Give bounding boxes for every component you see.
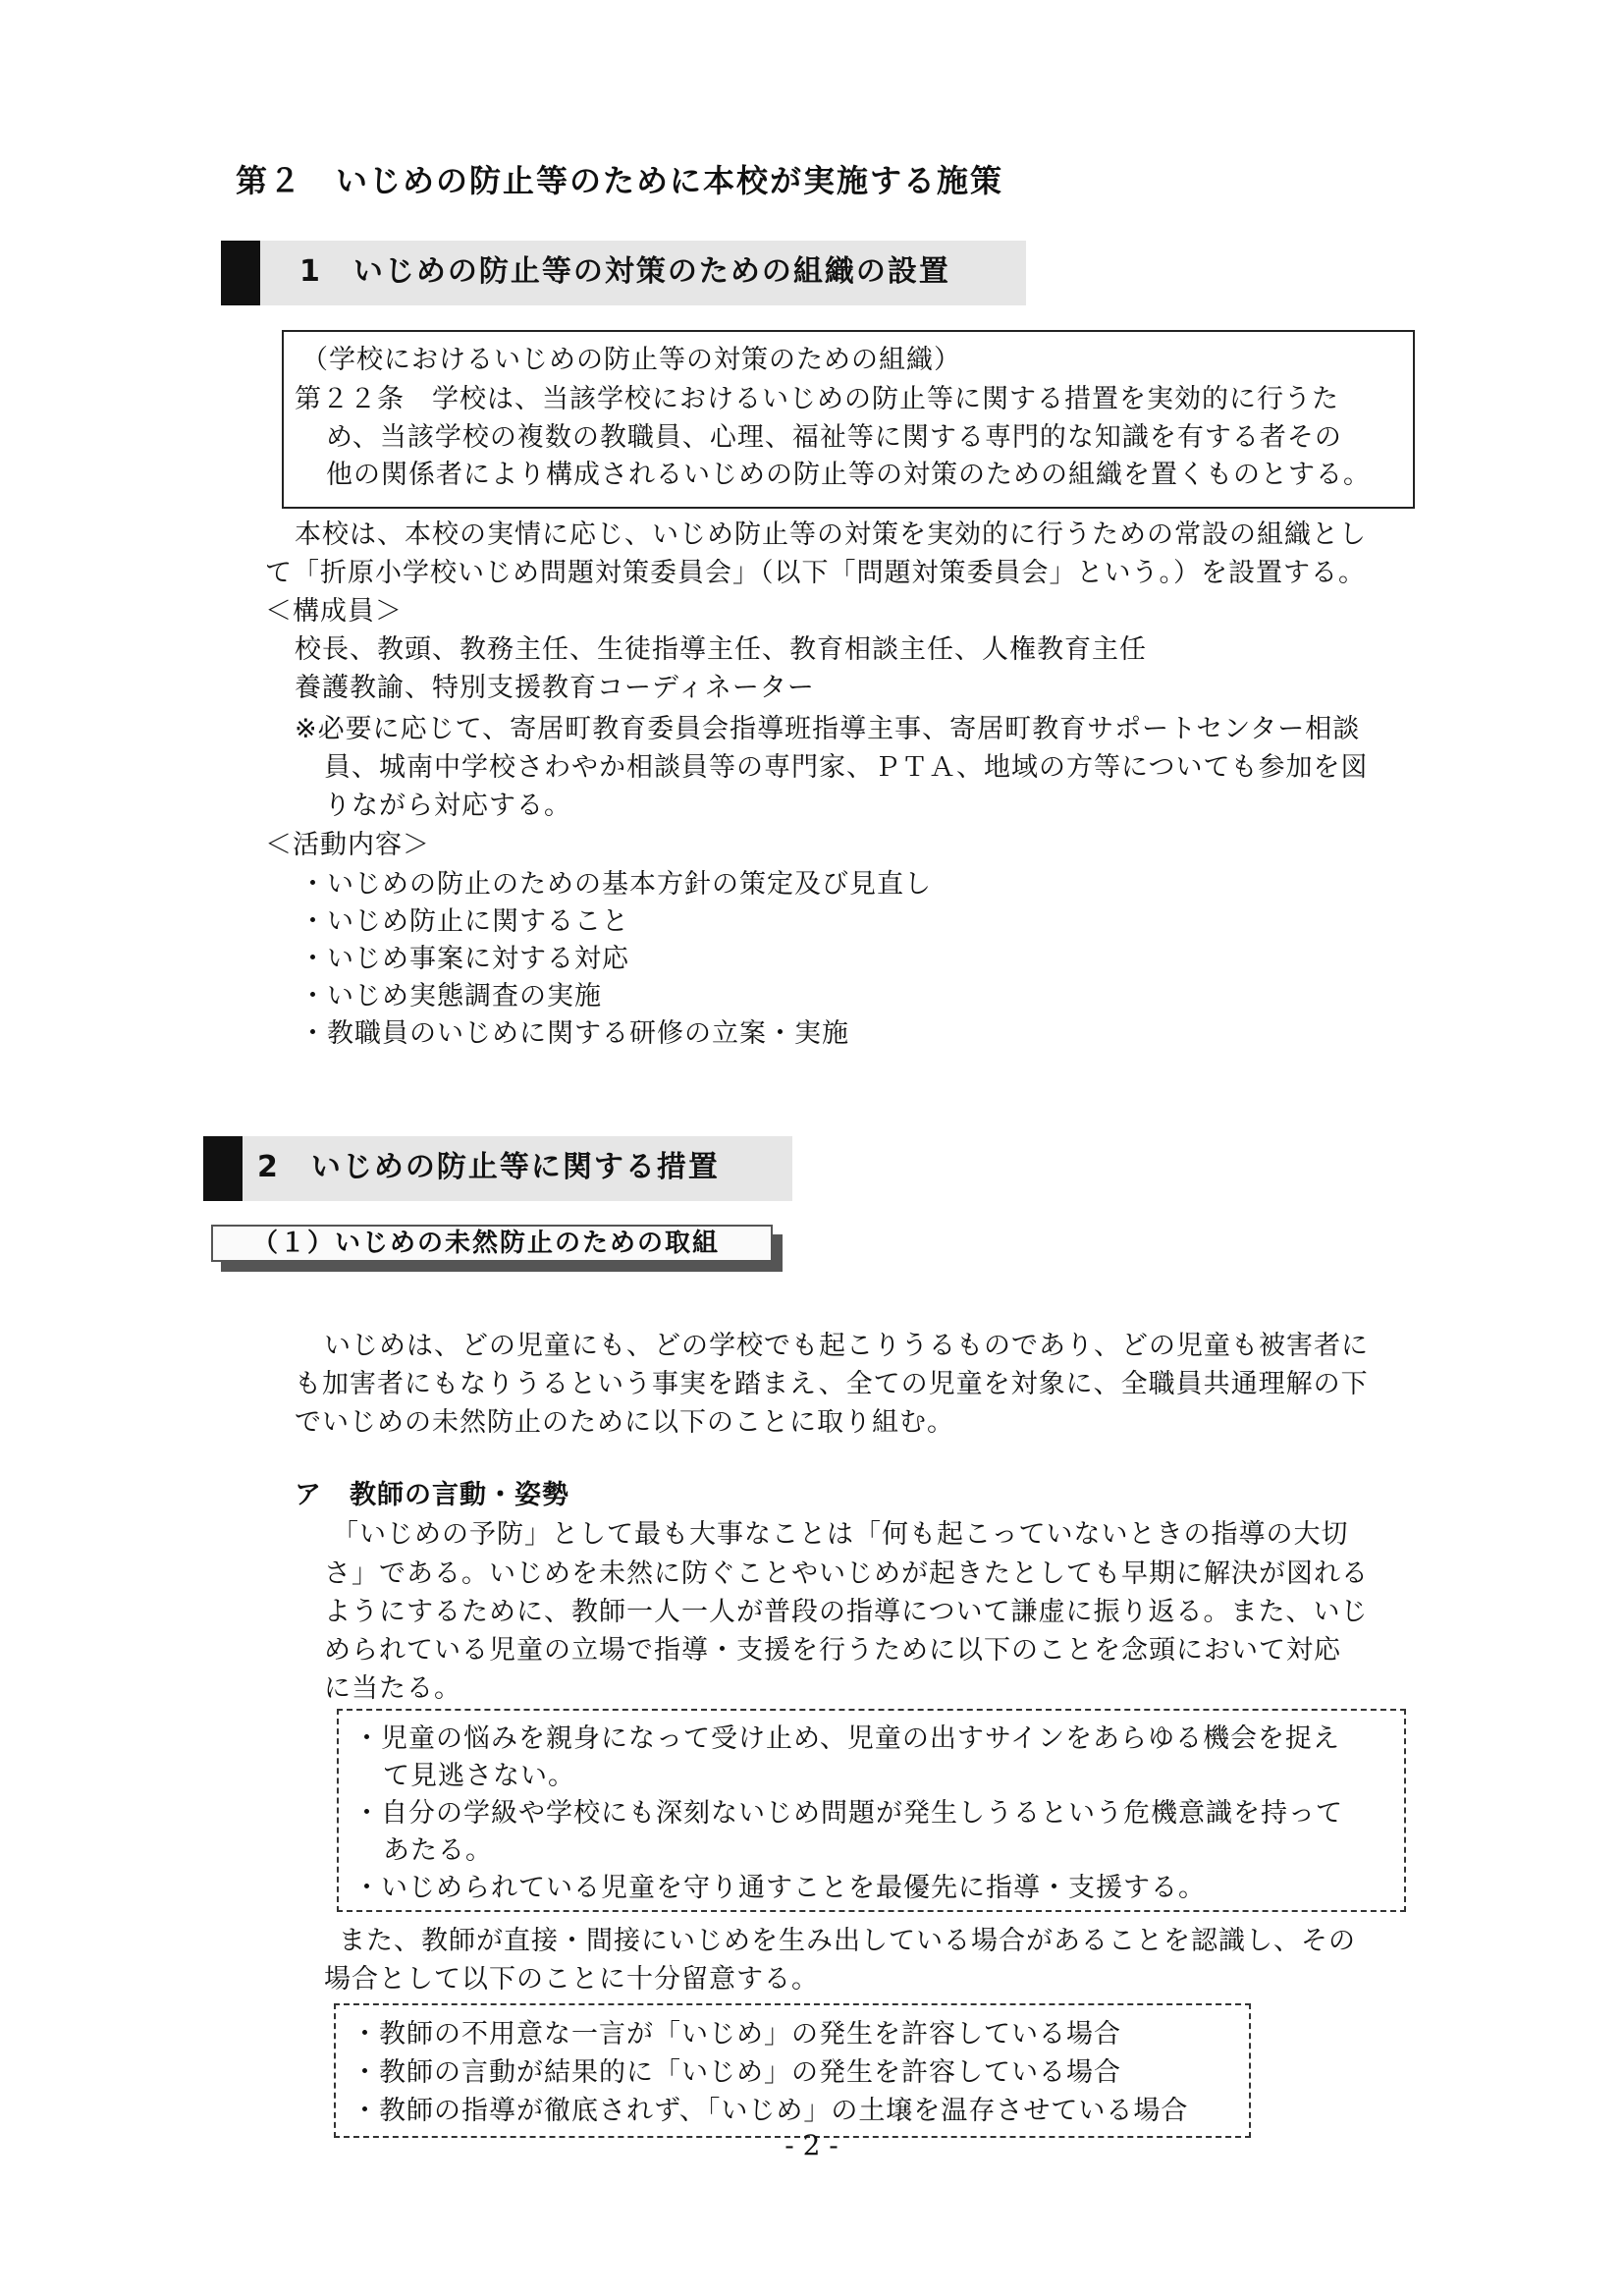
- middle-line: 場合として以下のことに十分留意する。: [324, 1964, 819, 1995]
- caution-item: ・教師の不用意な一言が「いじめ」の発生を許容している場合: [352, 2019, 1121, 2050]
- caution-item: ・教師の指導が徹底されず、「いじめ」の土壌を温存させている場合: [352, 2096, 1189, 2126]
- law-line: め、当該学校の複数の教職員、心理、福祉等に関する専門的な知識を有する者その: [326, 422, 1342, 453]
- activity-item: ・教職員のいじめに関する研修の立案・実施: [299, 1018, 849, 1049]
- guideline-item: て見逃さない。: [383, 1761, 575, 1791]
- item-a-heading: ア 教師の言動・姿勢: [295, 1480, 569, 1510]
- guideline-item: ・児童の悩みを親身になって受け止め、児童の出すサインをあらゆる機会を捉え: [353, 1723, 1341, 1754]
- section2-heading-label: 2 いじめの防止等に関する措置: [257, 1150, 720, 1184]
- guideline-item: ・いじめられている児童を守り通すことを最優先に指導・支援する。: [353, 1873, 1206, 1903]
- members-line: 校長、教頭、教務主任、生徒指導主任、教育相談主任、人権教育主任: [295, 634, 1147, 665]
- section1-heading: [221, 241, 1026, 305]
- subsection-heading: [211, 1225, 773, 1262]
- members-line: 養護教諭、特別支援教育コーディネーター: [295, 673, 815, 703]
- subsection-heading-label: （１）いじめの未然防止のための取組: [252, 1229, 721, 1258]
- item-a-line: められている児童の立場で指導・支援を行うために以下のことを念頭において対応: [324, 1635, 1341, 1666]
- activity-item: ・いじめ防止に関すること: [299, 906, 629, 937]
- page-number: - 2 -: [784, 2129, 839, 2161]
- law-line: 第２２条 学校は、当該学校におけるいじめの防止等に関する措置を実効的に行うた: [295, 384, 1339, 414]
- guideline-item: ・自分の学級や学校にも深刻ないじめ問題が発生しうるという危機意識を持って: [353, 1798, 1343, 1829]
- activity-item: ・いじめ事案に対する対応: [299, 944, 629, 974]
- note-line: 員、城南中学校さわやか相談員等の専門家、ＰＴＡ、地域の方等についても参加を図: [324, 752, 1369, 783]
- activity-item: ・いじめ実態調査の実施: [299, 981, 602, 1011]
- note-line: ※必要に応じて、寄居町教育委員会指導班指導主事、寄居町教育サポートセンター相談: [295, 714, 1361, 744]
- middle-line: また、教師が直接・間接にいじめを生み出している場合があることを認識し、その: [339, 1926, 1356, 1956]
- heading-bar: [221, 241, 260, 305]
- item-a-line: さ」である。いじめを未然に防ぐことやいじめが起きたとしても早期に解決が図れる: [324, 1558, 1369, 1589]
- section1-heading-label: 1 いじめの防止等の対策のための組織の設置: [299, 254, 950, 289]
- caution-item: ・教師の言動が結果的に「いじめ」の発生を許容している場合: [352, 2057, 1121, 2088]
- intro-line: でいじめの未然防止のために以下のことに取り組む。: [295, 1407, 954, 1438]
- intro-line: 本校は、本校の実情に応じ、いじめ防止等の対策を実効的に行うための常設の組織とし: [295, 519, 1367, 550]
- intro-line: いじめは、どの児童にも、どの学校でも起こりうるものであり、どの児童も被害者に: [324, 1331, 1369, 1361]
- activities-heading: ＜活動内容＞: [265, 830, 430, 860]
- page-title: 第２ いじめの防止等のために本校が実施する施策: [236, 162, 1004, 199]
- activity-item: ・いじめの防止のための基本方針の策定及び見直し: [299, 869, 932, 900]
- intro-line: も加害者にもなりうるという事実を踏まえ、全ての児童を対象に、全職員共通理解の下: [295, 1369, 1369, 1399]
- law-line: 他の関係者により構成されるいじめの防止等の対策のための組織を置くものとする。: [326, 460, 1371, 490]
- law-caption: （学校におけるいじめの防止等の対策のための組織）: [301, 345, 961, 375]
- heading-bar: [203, 1136, 243, 1201]
- intro-line: て「折原小学校いじめ問題対策委員会」（以下「問題対策委員会」という。）を設置する。: [265, 558, 1366, 588]
- item-a-line: 「いじめの予防」として最も大事なことは「何も起こっていないときの指導の大切: [332, 1519, 1349, 1550]
- guideline-item: あたる。: [383, 1835, 493, 1866]
- item-a-line: に当たる。: [324, 1673, 461, 1704]
- note-line: りながら対応する。: [324, 791, 571, 821]
- members-heading: ＜構成員＞: [265, 596, 403, 627]
- section2-heading: [203, 1136, 792, 1201]
- item-a-line: ようにするために、教師一人一人が普段の指導について謙虚に振り返る。また、いじ: [324, 1597, 1369, 1627]
